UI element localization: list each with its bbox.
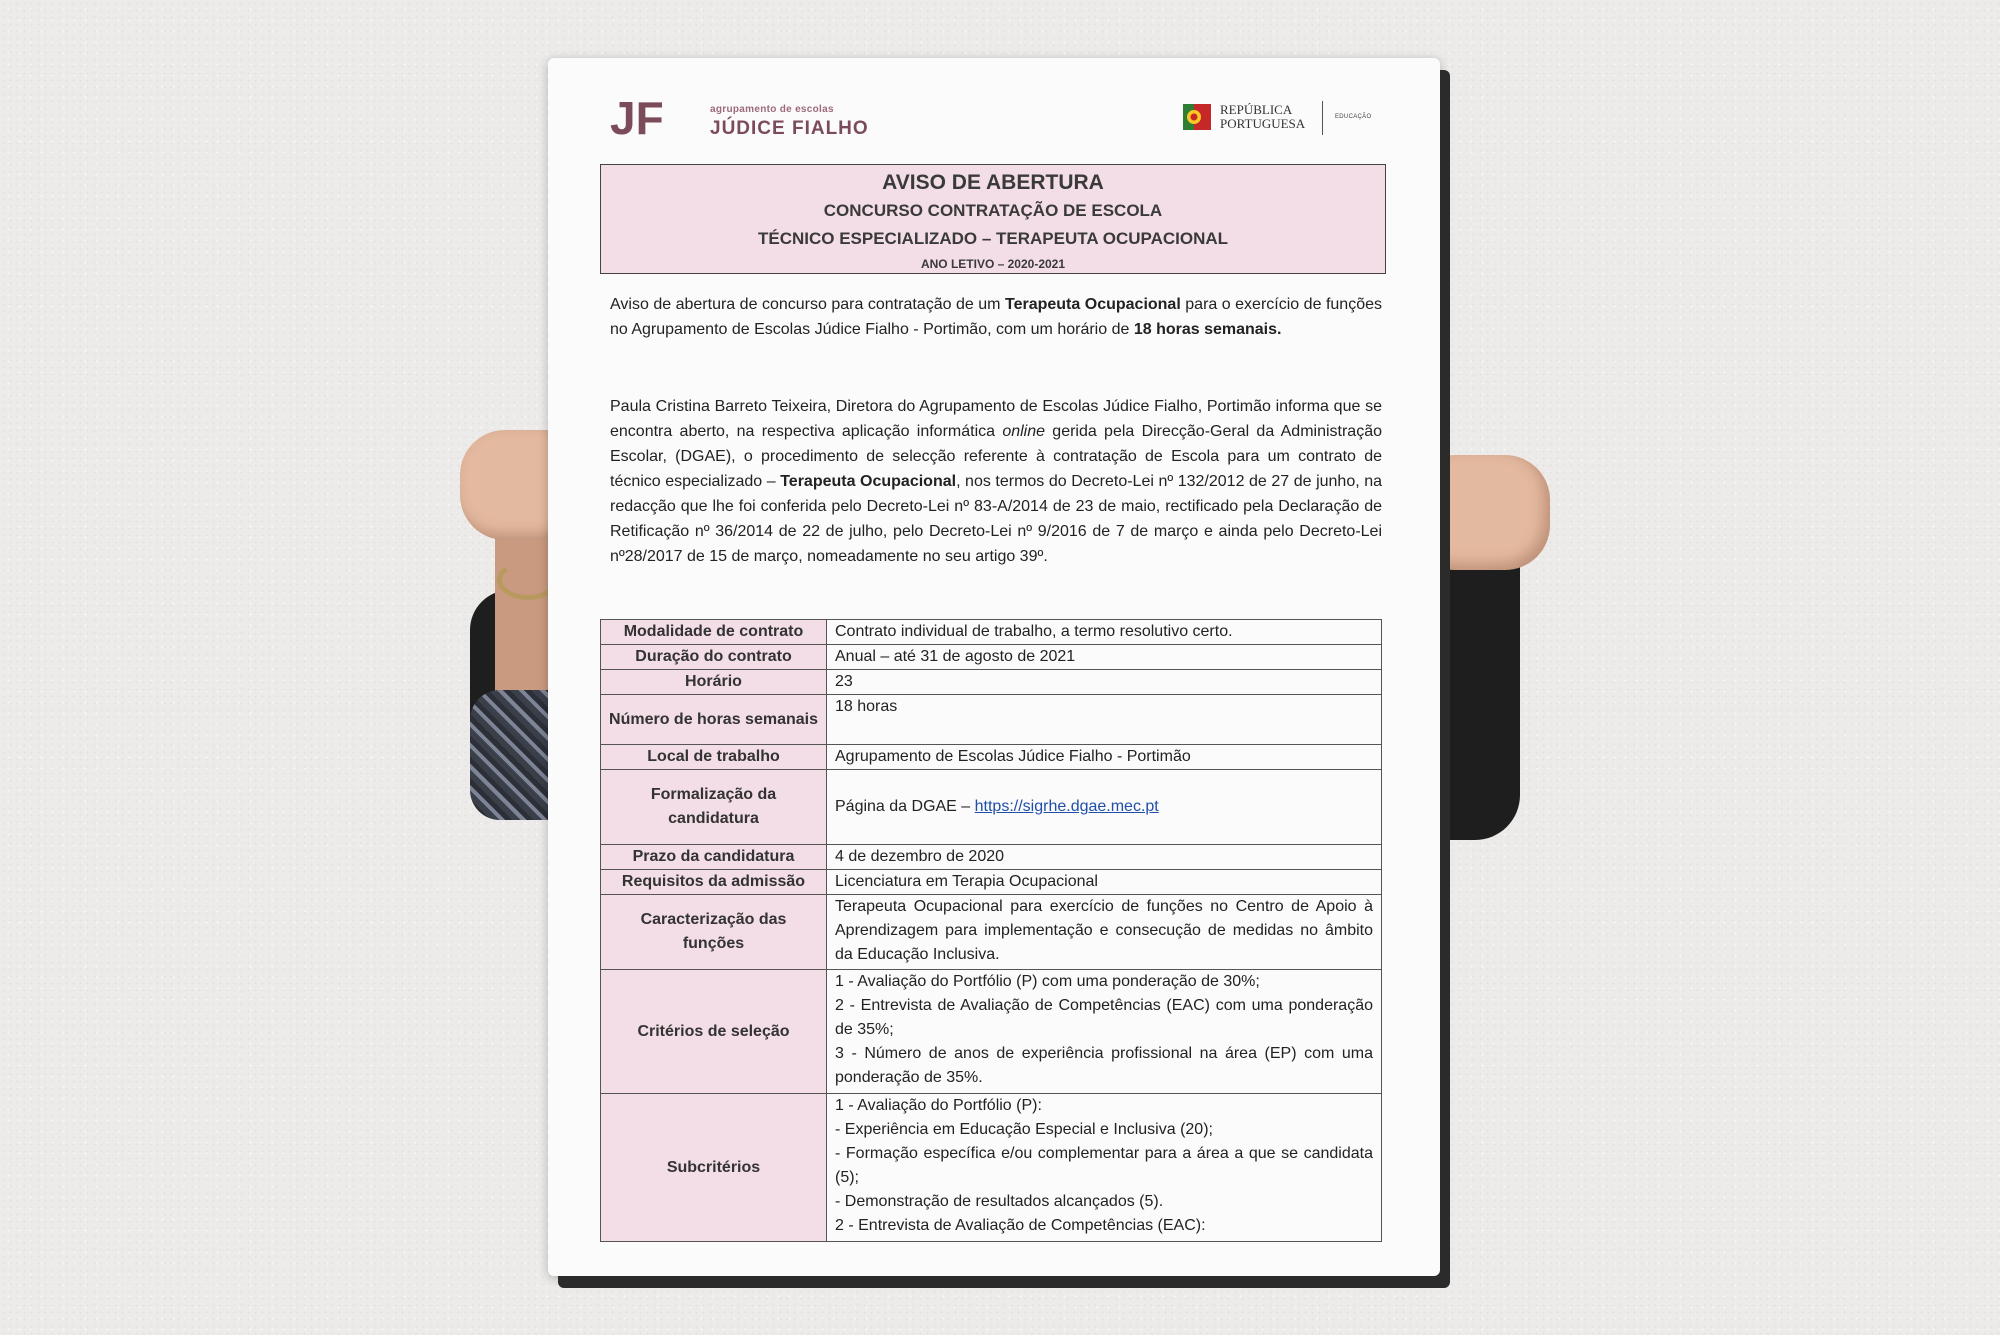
row-value-duracao: Anual – até 31 de agosto de 2021 — [827, 645, 1382, 670]
subcriterio-item: - Experiência em Educação Especial e Inclusiva (20); — [835, 1121, 1213, 1138]
subcriterio-item: 1 - Avaliação do Portfólio (P): — [835, 1097, 1042, 1114]
subcriterio-item: - Formação específica e/ou complementar para a área a que se candidata (5); — [835, 1145, 1373, 1186]
row-label-subcriterios: Subcritérios — [601, 1094, 827, 1242]
intro-text-bold-hours: 18 horas semanais. — [1133, 321, 1282, 338]
row-value-subcriterios — [827, 1094, 1382, 1242]
legal-text-italic: online — [1002, 423, 1046, 440]
table-row — [601, 895, 1382, 970]
row-value-formalizacao — [827, 770, 1382, 845]
legal-text-bold-role: Terapeuta Ocupacional — [780, 473, 957, 490]
school-logo-letters: JF — [610, 96, 664, 138]
intro-text-a: Aviso de abertura de concurso para contratação de um — [610, 296, 1005, 313]
subcriterio-item: - Demonstração de resultados alcançados (5). — [835, 1193, 1164, 1210]
table-row — [601, 645, 1382, 670]
legal-paragraph — [610, 394, 1382, 569]
notice-title: AVISO DE ABERTURA — [882, 171, 1104, 194]
row-value-local: Agrupamento de Escolas Júdice Fialho - Portimão — [827, 745, 1382, 770]
row-value-modalidade: Contrato individual de trabalho, a termo resolutivo certo. — [827, 620, 1382, 645]
row-value-requisitos: Licenciatura em Terapia Ocupacional — [827, 870, 1382, 895]
row-label-horas: Número de horas semanais — [601, 695, 827, 745]
republic-emblem-icon — [1183, 100, 1211, 134]
criterio-item: 3 - Número de anos de experiência profissional na área (EP) com uma ponderação de 35%. — [835, 1045, 1373, 1086]
row-label-local: Local de trabalho — [601, 745, 827, 770]
school-logo-subtitle: agrupamento de escolas — [710, 104, 834, 115]
notice-title-box — [600, 164, 1386, 274]
row-label-modalidade: Modalidade de contrato — [601, 620, 827, 645]
row-value-horas: 18 horas — [827, 695, 1382, 745]
logo-divider — [1322, 101, 1323, 135]
legal-text-e: , nos termos do Decreto-Lei nº 132/2012 de 27 de junho, na redacção que lhe foi conferida pelo Decreto-Lei nº 83-A/2014 de 23 de maio, rectificado pela Declaração de Retificação nº 36/2014 de 22 de julho, pelo Decreto-Lei nº 9/2016 de 7 de março e ainda pelo Decreto-Lei nº28/2017 de 15 de março, nomeadamente no seu artigo 39º. — [610, 473, 1383, 565]
formalizacao-prefix: Página da DGAE – — [835, 798, 975, 815]
subcriterio-item: 2 - Entrevista de Avaliação de Competências (EAC): — [835, 1217, 1206, 1234]
notice-subtitle: CONCURSO CONTRATAÇÃO DE ESCOLA — [823, 201, 1163, 220]
table-row — [601, 870, 1382, 895]
intro-paragraph — [610, 292, 1382, 342]
table-row — [601, 845, 1382, 870]
row-value-criterios — [827, 970, 1382, 1094]
criterio-item: 2 - Entrevista de Avaliação de Competências (EAC) com uma ponderação de 35%; — [835, 997, 1373, 1038]
table-row — [601, 695, 1382, 745]
table-row — [601, 670, 1382, 695]
row-label-duracao: Duração do contrato — [601, 645, 827, 670]
dgae-link[interactable]: https://sigrhe.dgae.mec.pt — [974, 798, 1159, 815]
government-department: EDUCAÇÃO — [1335, 114, 1372, 120]
legal-text-a: Paula Cristina Barreto Teixeira, Diretora do Agrupamento de Escolas Júdice Fialho, Portimão informa que se encontra aberto, na respectiva aplicação informática — [610, 398, 1382, 440]
intro-text-bold-role: Terapeuta Ocupacional — [1004, 296, 1181, 313]
intro-text-c: para o exercício de funções no Agrupamento de Escolas Júdice Fialho - Portimão, com um horário de — [610, 296, 1382, 338]
row-label-formalizacao: Formalização da candidatura — [601, 770, 827, 845]
table-row — [601, 770, 1382, 845]
left-sleeve — [470, 690, 550, 820]
row-value-caracterizacao: Terapeuta Ocupacional para exercício de funções no Centro de Apoio à Aprendizagem para implementação e consecução de medidas no âmbito da Educação Inclusiva. — [827, 895, 1382, 970]
contract-details-table — [600, 619, 1382, 1242]
row-label-criterios: Critérios de seleção — [601, 970, 827, 1094]
government-name-line1: REPÚBLICA — [1220, 102, 1293, 117]
government-name — [1220, 103, 1305, 131]
row-value-horario: 23 — [827, 670, 1382, 695]
notice-school-year: ANO LETIVO – 2020-2021 — [920, 257, 1066, 271]
table-row — [601, 1094, 1382, 1242]
row-label-requisitos: Requisitos da admissão — [601, 870, 827, 895]
notice-position: TÉCNICO ESPECIALIZADO – TERAPEUTA OCUPACIONAL — [757, 229, 1229, 248]
school-logo-name: JÚDICE FIALHO — [710, 118, 869, 139]
table-row — [601, 970, 1382, 1094]
school-logo-icon — [610, 96, 702, 138]
table-row — [601, 745, 1382, 770]
government-name-line2: PORTUGUESA — [1220, 116, 1306, 131]
table-row — [601, 620, 1382, 645]
row-label-horario: Horário — [601, 670, 827, 695]
left-forearm — [495, 520, 550, 700]
row-label-caracterizacao: Caracterização das funções — [601, 895, 827, 970]
row-label-prazo: Prazo da candidatura — [601, 845, 827, 870]
criterio-item: 1 - Avaliação do Portfólio (P) com uma ponderação de 30%; — [835, 973, 1260, 990]
legal-text-c: gerida pela Direcção-Geral da Administração Escolar, (DGAE), o procedimento de selecção referente à contratação de Escola para um contrato de técnico especializado – — [610, 423, 1382, 490]
row-value-prazo: 4 de dezembro de 2020 — [827, 845, 1382, 870]
